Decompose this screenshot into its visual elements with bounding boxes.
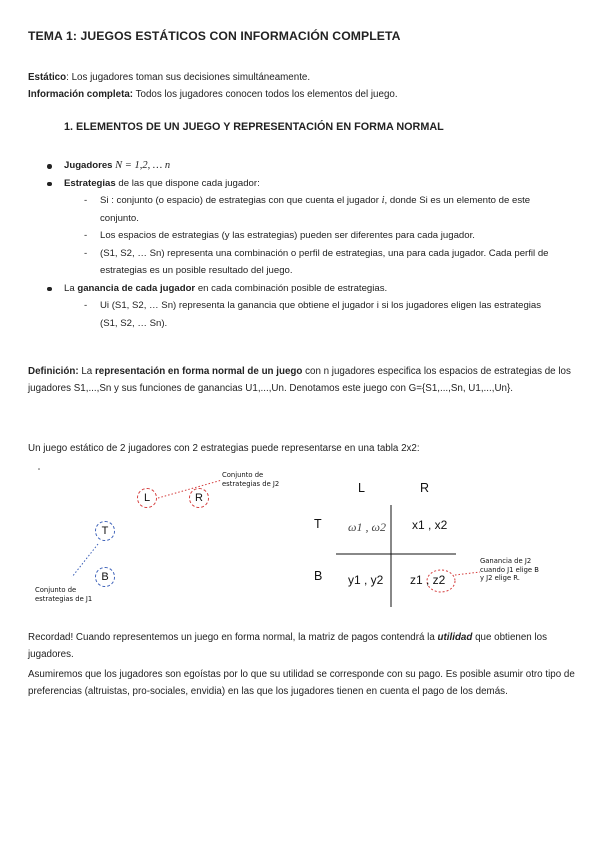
strategy-l: L <box>143 492 151 504</box>
strategy-circle-l <box>137 488 157 508</box>
sub-item-perfil <box>28 245 588 280</box>
sub-item-ui <box>28 297 588 332</box>
table-row-b: B <box>314 569 323 583</box>
recordad-text1: Recordad! Cuando representemos un juego en forma normal, la matriz de pagos contendrá la <box>28 632 438 643</box>
cell-tr: x1 , x2 <box>412 518 448 532</box>
sub2-text: Los espacios de estrategias (y las estrategias) pueden ser diferentes para cada jugador. <box>100 230 475 241</box>
info-label: Información completa: <box>28 89 134 100</box>
list-item-jugadores <box>28 157 588 175</box>
definicion-text2: con n jugadores especifica los espacios de estrategias de los jugadores S1,...,Sn y sus funciones de ganancias U1,...,Un. Denotamos este juego con G={S1,...,Sn, U1,...,Un}. <box>28 366 571 394</box>
gain-note-line <box>455 572 480 575</box>
info-text: Todos los jugadores conocen todos los elementos del juego. <box>133 89 398 100</box>
normal-form-figure <box>0 462 600 622</box>
bullet-icon <box>47 287 52 292</box>
dash-icon: - <box>84 300 88 311</box>
note-gain: Ganancia de J2 cuando J1 elige B y J2 elige R. <box>480 557 539 582</box>
j1-note-line <box>72 544 98 577</box>
sub1-text-b: , donde Si es un elemento de este conjunto. <box>100 195 531 224</box>
estatico-line <box>28 69 578 86</box>
stray-dot <box>38 468 40 470</box>
estatico-text: : Los jugadores toman sus decisiones simultáneamente. <box>66 72 311 83</box>
ganancia-label: ganancia de cada jugador <box>77 282 196 294</box>
intro-block <box>28 69 578 103</box>
list-item-estrategias <box>28 175 588 193</box>
note-j2: Conjunto de estrategias de J2 <box>222 471 280 488</box>
info-line <box>28 86 578 103</box>
definicion-paragraph <box>28 363 576 397</box>
recordad-bold: utilidad <box>437 632 473 643</box>
section-title: 1. ELEMENTOS DE UN JUEGO Y REPRESENTACIÓN EN FORMA NORMAL <box>64 121 444 133</box>
bullet-icon <box>47 182 52 187</box>
strategy-circle-b <box>95 567 115 587</box>
sub3-text: (S1, S2, … Sn) representa una combinación o perfil de estrategias, una para cada jugador. Cada perfil de estrategias es un posible resultado del juego. <box>100 247 549 276</box>
strategy-circle-t <box>95 521 115 541</box>
ganancia-text: en cada combinación posible de estrategias. <box>195 282 388 294</box>
definicion-text1: La <box>78 366 95 377</box>
jugadores-label: Jugadores <box>64 160 113 171</box>
sub1-text-a: Si : conjunto (o espacio) de estrategias con que cuenta el jugador <box>100 195 382 206</box>
dash-icon: - <box>84 195 88 206</box>
sub-item-si <box>28 192 588 227</box>
list-item-ganancia <box>28 280 588 298</box>
cell-br: z1 , z2 <box>410 573 446 587</box>
note-j1: Conjunto de estrategias de J1 <box>35 586 93 603</box>
jugadores-math: N = 1,2, … n <box>112 160 171 171</box>
table-col-l: L <box>358 481 365 495</box>
dash-icon: - <box>84 230 88 241</box>
asumiremos-paragraph: Asumiremos que los jugadores son egoístas por lo que su utilidad se corresponde con su pago. Es posible asumir otro tipo de preferencias (altruistas, pro-sociales, envidia) en las que los jugadores tienen en cuenta el pago de los demás. <box>28 669 575 697</box>
dash-icon: - <box>84 247 88 259</box>
strategy-r: R <box>195 492 203 504</box>
definicion-label: Definición: <box>28 366 79 377</box>
recordad-text2: que obtienen los jugadores. <box>28 632 547 660</box>
sub-item-espacios <box>28 227 588 245</box>
sub1-i: i <box>381 195 385 206</box>
cell-tl: ω1 , ω2 <box>348 520 386 534</box>
example-intro: Un juego estático de 2 jugadores con 2 estrategias puede representarse en una tabla 2x2: <box>28 443 420 454</box>
table-col-r: R <box>420 481 430 495</box>
cell-bl: y1 , y2 <box>348 573 384 587</box>
recordad-paragraph <box>28 629 576 663</box>
sub4-text: Ui (S1, S2, … Sn) representa la ganancia que obtiene el jugador i si los jugadores eligen las estrategias (S1, S2, … Sn). <box>100 300 542 329</box>
page-title: TEMA 1: JUEGOS ESTÁTICOS CON INFORMACIÓN COMPLETA <box>28 29 401 43</box>
definicion-bold: representación en forma normal de un juego <box>94 366 303 377</box>
strategy-b: B <box>101 571 109 583</box>
strategy-circle-r <box>189 488 209 508</box>
elements-list <box>28 157 588 332</box>
strategy-t: T <box>101 525 109 537</box>
bullet-icon <box>47 164 52 169</box>
ganancia-pre: La <box>64 282 78 294</box>
table-row-t: T <box>314 517 322 531</box>
estrategias-label: Estrategias <box>64 177 116 189</box>
estrategias-text: de las que dispone cada jugador: <box>115 177 260 189</box>
estatico-label: Estático <box>28 72 67 83</box>
